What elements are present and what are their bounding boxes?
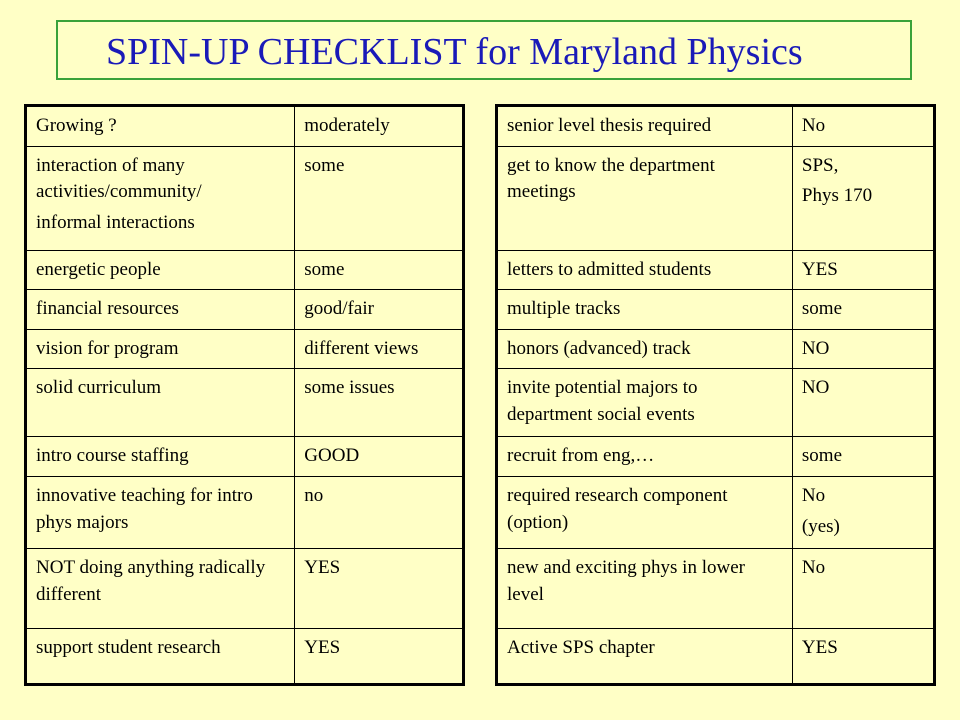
checklist-value: No <box>792 106 934 147</box>
checklist-value: GOOD <box>295 437 464 477</box>
title-box <box>56 20 912 80</box>
checklist-item: solid curriculum <box>26 369 295 437</box>
table-row <box>26 329 464 369</box>
checklist-value: no <box>295 476 464 548</box>
table-row <box>26 106 464 147</box>
checklist-value: some issues <box>295 369 464 437</box>
checklist-value: some <box>792 290 934 330</box>
table-row <box>26 628 464 684</box>
checklist-item: intro course staffing <box>26 437 295 477</box>
checklist-item: vision for program <box>26 329 295 369</box>
checklist-value-line: SPS, <box>801 154 839 176</box>
checklist-value: NO <box>792 369 934 437</box>
checklist-item: get to know the department meetings <box>497 146 793 250</box>
table-row <box>26 250 464 290</box>
checklist-value: YES <box>792 250 934 290</box>
checklist-value: No <box>792 548 934 628</box>
checklist-item: new and exciting phys in lower level <box>497 548 793 628</box>
table-row <box>497 437 935 477</box>
checklist-value: NO <box>792 329 934 369</box>
checklist-value: some <box>295 146 464 250</box>
checklist-item: Active SPS chapter <box>497 628 793 684</box>
checklist-item: honors (advanced) track <box>497 329 793 369</box>
checklist-item <box>26 146 295 250</box>
checklist-value: good/fair <box>295 290 464 330</box>
table-row <box>26 437 464 477</box>
checklist-value: some <box>295 250 464 290</box>
table-row <box>26 369 464 437</box>
checklist-value: YES <box>792 628 934 684</box>
table-row <box>497 476 935 548</box>
checklist-value-line: No <box>801 484 826 506</box>
checklist-value-line: Phys 170 <box>801 185 873 207</box>
table-row <box>26 548 464 628</box>
checklist-item: energetic people <box>26 250 295 290</box>
table-row <box>26 476 464 548</box>
checklist-item: required research component (option) <box>497 476 793 548</box>
checklist-item: innovative teaching for intro phys majors <box>26 476 295 548</box>
checklist-item: letters to admitted students <box>497 250 793 290</box>
table-row <box>497 290 935 330</box>
checklist-value: moderately <box>295 106 464 147</box>
checklist-item: support student research <box>26 628 295 684</box>
checklist-value <box>792 476 934 548</box>
page-title: SPIN-UP CHECKLIST for Maryland Physics <box>106 31 803 73</box>
checklist-value: some <box>792 437 934 477</box>
table-row <box>26 146 464 250</box>
table-row <box>497 106 935 147</box>
checklist-item: multiple tracks <box>497 290 793 330</box>
checklist-value: YES <box>295 548 464 628</box>
table-row <box>497 548 935 628</box>
table-row <box>497 146 935 250</box>
checklist-item: senior level thesis required <box>497 106 793 147</box>
table-row <box>497 369 935 437</box>
table-row <box>497 250 935 290</box>
checklist-item-line: interaction of many activities/community/ <box>36 154 202 203</box>
checklist-item: invite potential majors to department social events <box>497 369 793 437</box>
table-row <box>497 628 935 684</box>
table-row <box>26 290 464 330</box>
checklist-item: NOT doing anything radically different <box>26 548 295 628</box>
checklist-value: different views <box>295 329 464 369</box>
checklist-value-line: (yes) <box>801 515 840 537</box>
right-checklist-table <box>495 104 936 686</box>
checklist-item-line: informal interactions <box>36 211 195 233</box>
checklist-item: financial resources <box>26 290 295 330</box>
left-checklist-table <box>24 104 465 686</box>
checklist-value: YES <box>295 628 464 684</box>
checklist-item: recruit from eng,… <box>497 437 793 477</box>
table-row <box>497 329 935 369</box>
checklist-value <box>792 146 934 250</box>
checklist-item: Growing ? <box>26 106 295 147</box>
